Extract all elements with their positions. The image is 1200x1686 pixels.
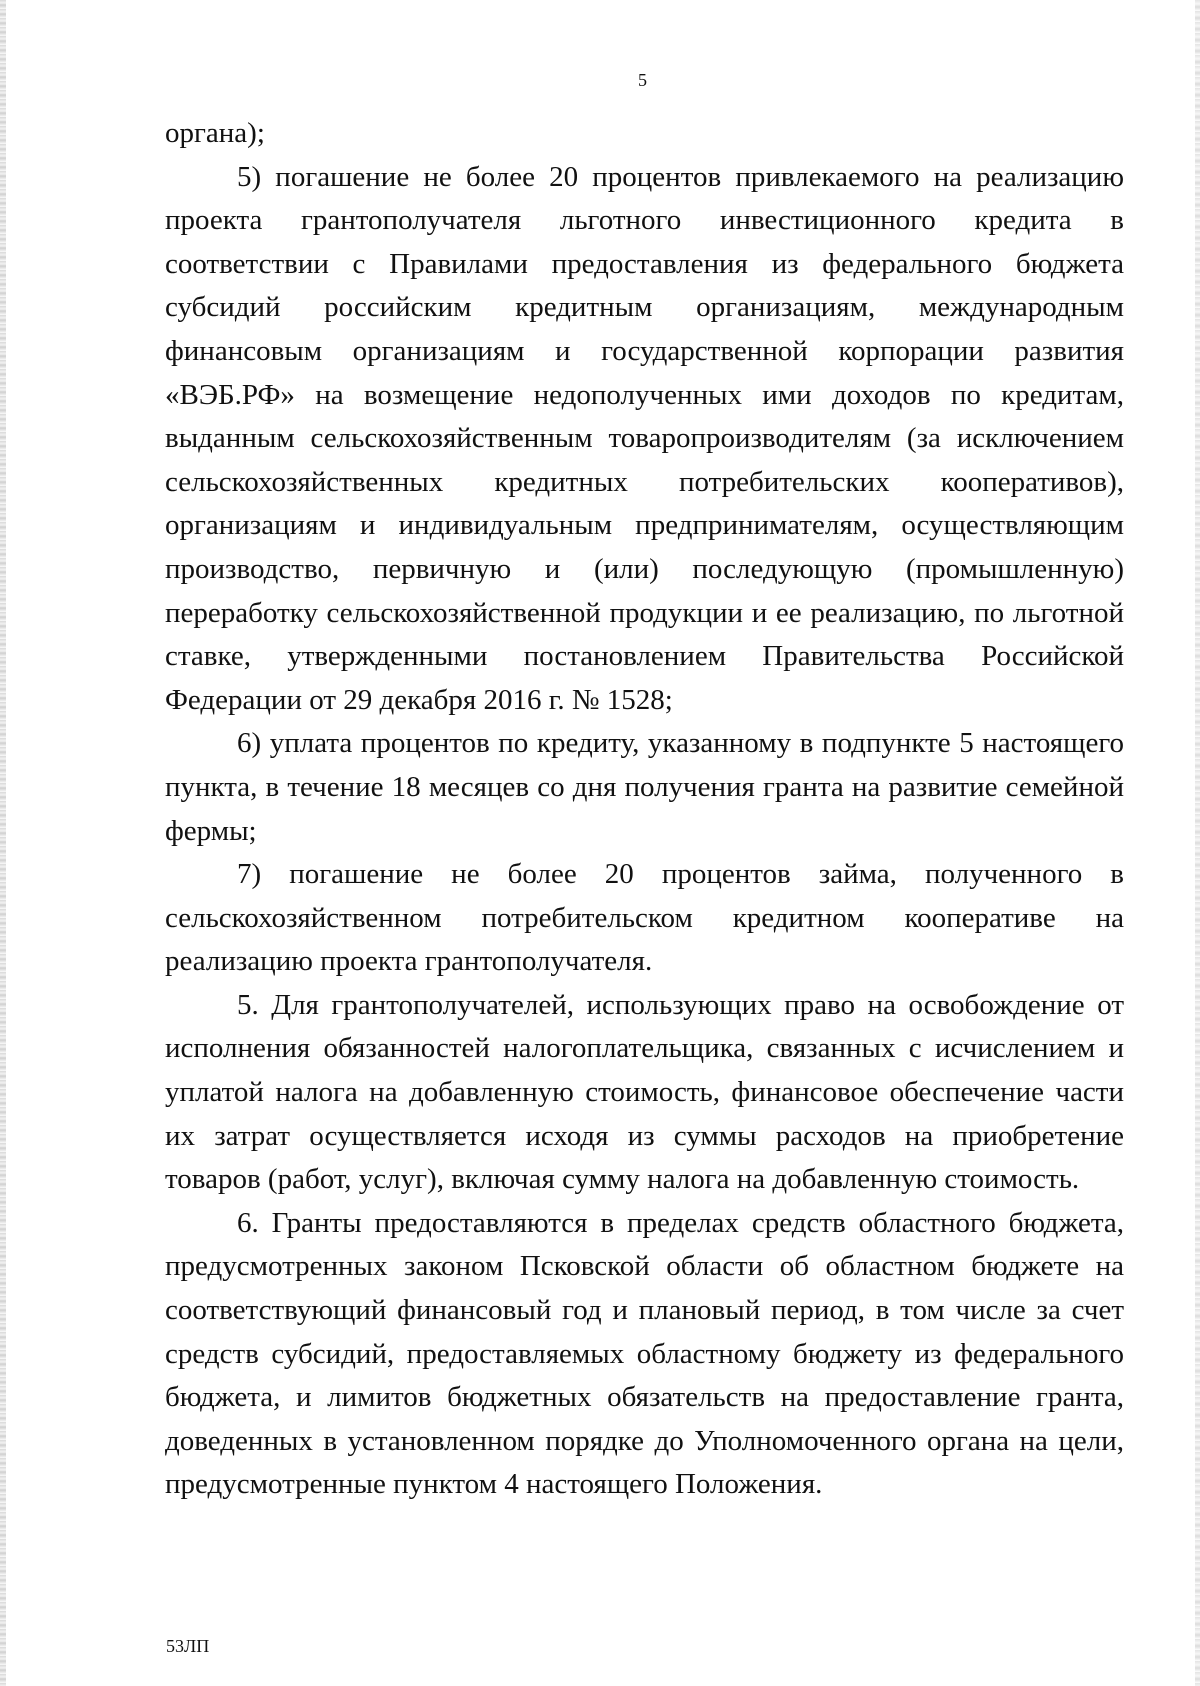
page-number: 5 <box>638 70 647 90</box>
paragraph-item-6: 6) уплата процентов по кредиту, указанному в подпункте 5 настоящего пункта, в течение 18 месяцев со дня получения гранта на развитие семейной фермы; <box>165 727 1124 847</box>
paragraph-item-7: 7) погашение не более 20 процентов займа, полученного в сельскохозяйственном потребительском кредитном кооперативе на реализацию проекта грантополучателя. <box>165 858 1124 978</box>
scan-edge-right <box>1195 0 1200 1686</box>
paragraph-clause-5: 5. Для грантополучателей, использующих право на освобождение от исполнения обязанностей налогоплательщика, связанных с исчислением и уплатой налога на добавленную стоимость, финансовое обеспечение части их затрат осуществляется исходя из суммы расходов на приобретение товаров (работ, услуг), включая сумму налога на добавленную стоимость. <box>165 988 1124 1196</box>
paragraph-continuation: органа); <box>165 117 265 149</box>
document-code: 53ЛП <box>166 1636 210 1656</box>
scan-edge-left <box>0 0 6 1686</box>
paragraph-clause-6: 6. Гранты предоставляются в пределах средств областного бюджета, предусмотренных законом Псковской области об областном бюджете на соответствующий финансовый год и плановый период, в том числе за счет средств субсидий, предоставляемых областному бюджету из федерального бюджета, и лимитов бюджетных обязательств на предоставление гранта, доведенных в установленном порядке до Уполномоченного органа на цели, предусмотренные пунктом 4 настоящего Положения. <box>165 1206 1124 1501</box>
document-body <box>165 112 1124 1507</box>
paragraph-item-5: 5) погашение не более 20 процентов привлекаемого на реализацию проекта грантополучателя льготного инвестиционного кредита в соответствии с Правилами предоставления из федерального бюджета субсидий российским кредитным организациям, международным финансовым организациям и государственной корпорации развития «ВЭБ.РФ» на возмещение недополученных ими доходов по кредитам, выданным сельскохозяйственным товаропроизводителям (за исключением сельскохозяйственных кредитных потребительских кооперативов), организациям и индивидуальным предпринимателям, осуществляющим производство, первичную и (или) последующую (промышленную) переработку сельскохозяйственной продукции и ее реализацию, по льготной ставке, утвержденными постановлением Правительства Российской Федерации от 29 декабря 2016 г. № 1528; <box>165 160 1124 716</box>
